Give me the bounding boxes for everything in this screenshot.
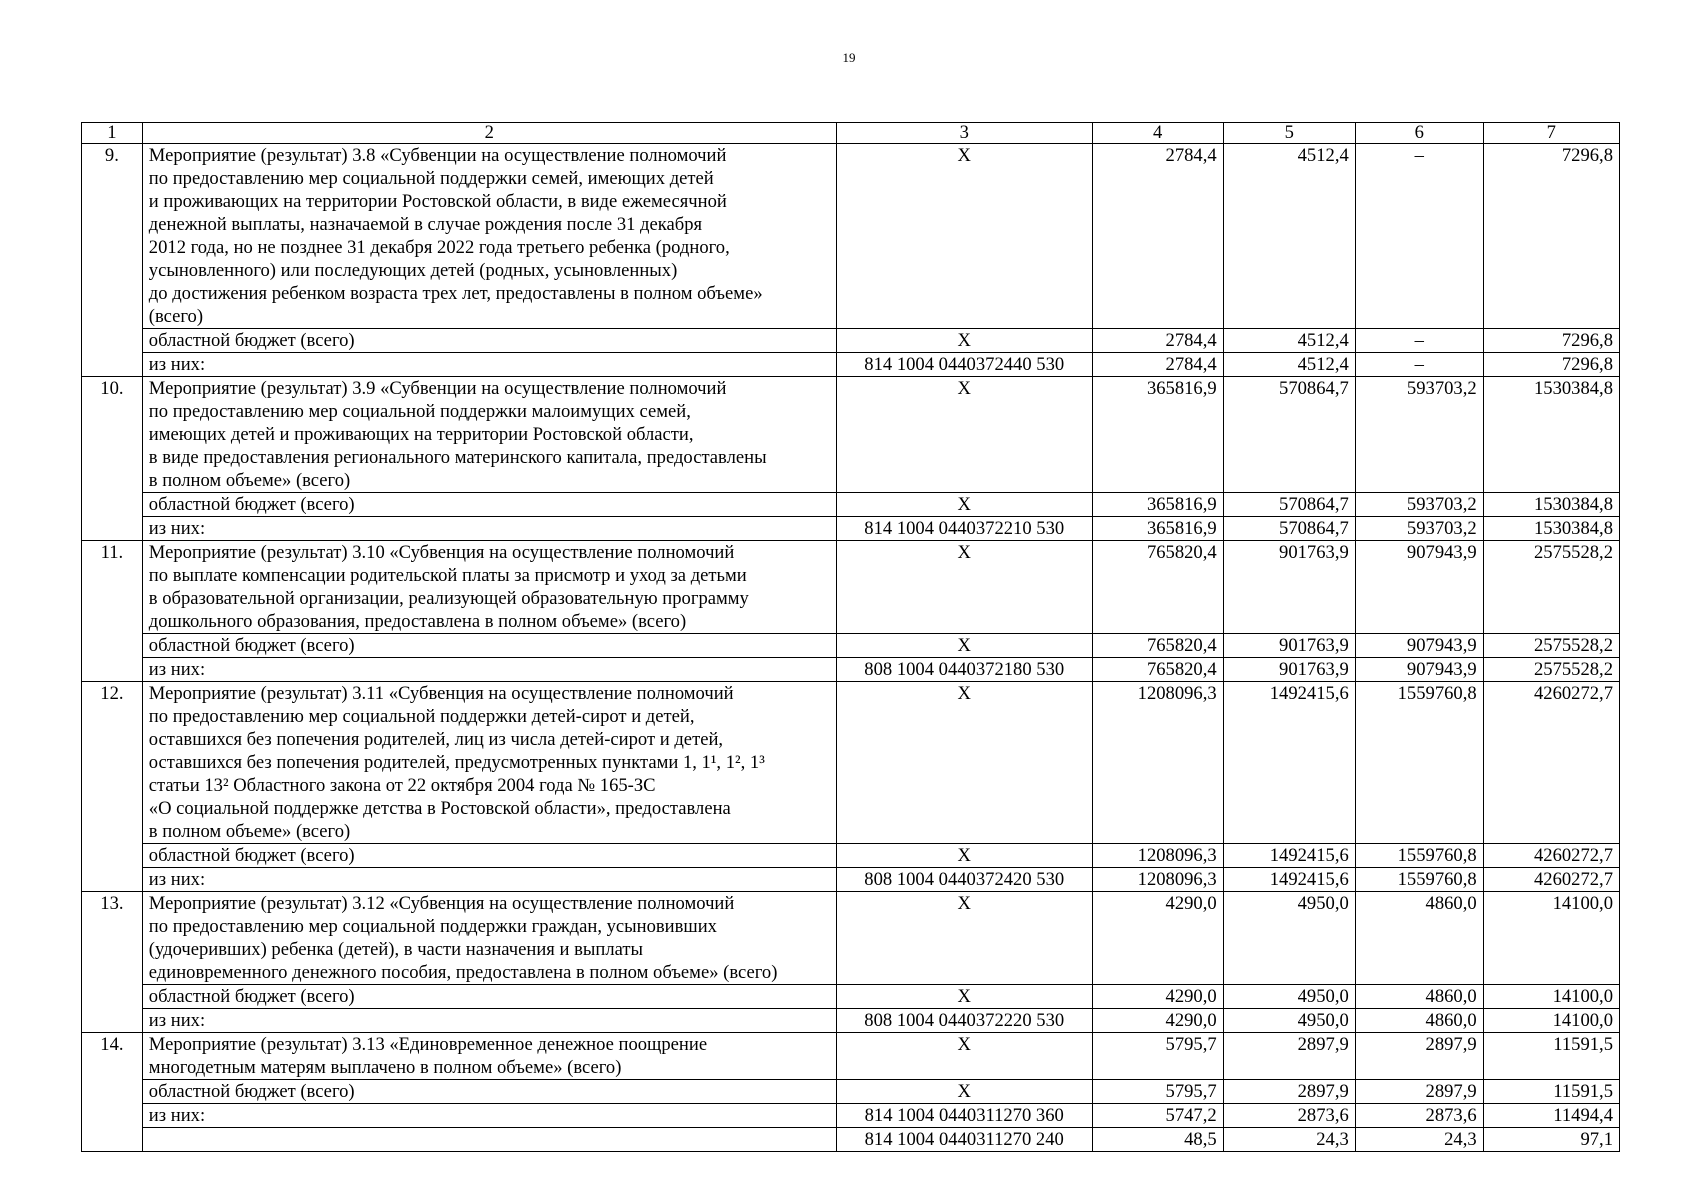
budget-code: 814 1004 0440372210 530 <box>836 517 1092 541</box>
amount-v4: 48,5 <box>1092 1128 1223 1152</box>
amount-v4: 365816,9 <box>1092 493 1223 517</box>
of-them-row <box>82 1009 1620 1033</box>
of-them-label: из них: <box>142 658 836 682</box>
budget-code: 814 1004 0440311270 360 <box>836 1104 1092 1128</box>
of-them-row <box>82 868 1620 892</box>
amount-v6: 593703,2 <box>1355 493 1483 517</box>
amount-v4: 1208096,3 <box>1092 868 1223 892</box>
description-line: (удочеривших) ребенка (детей), в части назначения и выплаты <box>148 939 643 960</box>
amount-v7: 1530384,8 <box>1483 517 1619 541</box>
amount-v6: 1559760,8 <box>1355 868 1483 892</box>
amount-v4: 2784,4 <box>1092 353 1223 377</box>
amount-v7: 2575528,2 <box>1483 658 1619 682</box>
activity-description <box>142 892 836 985</box>
header-row <box>82 123 1620 144</box>
row-number: 14. <box>82 1033 143 1152</box>
amount-v5: 4512,4 <box>1223 353 1355 377</box>
header-cell: 5 <box>1223 123 1355 144</box>
description-line: в образовательной организации, реализующей образовательную программу <box>148 588 749 609</box>
amount-v6: – <box>1355 144 1483 329</box>
amount-v5: 570864,7 <box>1223 493 1355 517</box>
amount-v4: 765820,4 <box>1092 658 1223 682</box>
budget-code: X <box>836 144 1092 329</box>
regional-budget-label: областной бюджет (всего) <box>142 493 836 517</box>
description-line: «О социальной поддержке детства в Ростовской области», предоставлена <box>148 798 731 819</box>
amount-v5: 2897,9 <box>1223 1080 1355 1104</box>
amount-v5: 901763,9 <box>1223 541 1355 634</box>
amount-v4: 1208096,3 <box>1092 844 1223 868</box>
amount-v6: – <box>1355 353 1483 377</box>
amount-v5: 901763,9 <box>1223 634 1355 658</box>
budget-code: X <box>836 329 1092 353</box>
description-line: по предоставлению мер социальной поддержки семей, имеющих детей <box>148 168 714 189</box>
amount-v6: – <box>1355 329 1483 353</box>
description-line: по предоставлению мер социальной поддержки граждан, усыновивших <box>148 916 717 937</box>
description-line: в виде предоставления регионального материнского капитала, предоставлены <box>148 447 767 468</box>
regional-budget-row <box>82 985 1620 1009</box>
activity-description <box>142 377 836 493</box>
regional-budget-label: областной бюджет (всего) <box>142 844 836 868</box>
amount-v5: 1492415,6 <box>1223 844 1355 868</box>
of-them-row <box>82 658 1620 682</box>
amount-v5: 4950,0 <box>1223 892 1355 985</box>
activity-description <box>142 144 836 329</box>
description-line: усыновленного) или последующих детей (родных, усыновленных) <box>148 260 678 281</box>
of-them-label: из них: <box>142 1009 836 1033</box>
budget-code: 808 1004 0440372420 530 <box>836 868 1092 892</box>
amount-v7: 4260272,7 <box>1483 682 1619 844</box>
header-cell: 6 <box>1355 123 1483 144</box>
budget-code: X <box>836 985 1092 1009</box>
budget-table <box>81 122 1620 1152</box>
activity-row <box>82 144 1620 329</box>
regional-budget-label: областной бюджет (всего) <box>142 329 836 353</box>
amount-v5: 4512,4 <box>1223 144 1355 329</box>
budget-code: 808 1004 0440372220 530 <box>836 1009 1092 1033</box>
description-line: и проживающих на территории Ростовской области, в виде ежемесячной <box>148 191 727 212</box>
row-number: 11. <box>82 541 143 682</box>
budget-code: X <box>836 634 1092 658</box>
amount-v7: 7296,8 <box>1483 353 1619 377</box>
amount-v4: 365816,9 <box>1092 377 1223 493</box>
regional-budget-row <box>82 844 1620 868</box>
of-them-row <box>82 1104 1620 1128</box>
header-cell: 1 <box>82 123 143 144</box>
amount-v7: 2575528,2 <box>1483 541 1619 634</box>
extra-code-row <box>82 1128 1620 1152</box>
amount-v6: 4860,0 <box>1355 1009 1483 1033</box>
description-line: статьи 13² Областного закона от 22 октября 2004 года № 165-ЗС <box>148 775 656 796</box>
description-line: по выплате компенсации родительской платы за присмотр и уход за детьми <box>148 565 747 586</box>
amount-v7: 7296,8 <box>1483 329 1619 353</box>
amount-v6: 593703,2 <box>1355 377 1483 493</box>
activity-description <box>142 682 836 844</box>
header-cell: 3 <box>836 123 1092 144</box>
activity-row <box>82 1033 1620 1080</box>
description-line: единовременного денежного пособия, предоставлена в полном объеме» (всего) <box>148 962 778 983</box>
amount-v6: 2897,9 <box>1355 1080 1483 1104</box>
description-line: многодетным матерям выплачено в полном объеме» (всего) <box>148 1057 622 1078</box>
budget-code: X <box>836 493 1092 517</box>
description-line: оставшихся без попечения родителей, предусмотренных пунктами 1, 1¹, 1², 1³ <box>148 752 765 773</box>
budget-code: X <box>836 844 1092 868</box>
regional-budget-label: областной бюджет (всего) <box>142 634 836 658</box>
amount-v7: 14100,0 <box>1483 892 1619 985</box>
amount-v7: 4260272,7 <box>1483 868 1619 892</box>
amount-v5: 4950,0 <box>1223 985 1355 1009</box>
description-line: Мероприятие (результат) 3.11 «Субвенция на осуществление полномочий <box>148 683 734 704</box>
of-them-label: из них: <box>142 868 836 892</box>
amount-v5: 4512,4 <box>1223 329 1355 353</box>
amount-v4: 4290,0 <box>1092 892 1223 985</box>
budget-code: X <box>836 541 1092 634</box>
row-number: 9. <box>82 144 143 377</box>
regional-budget-row <box>82 634 1620 658</box>
table-body <box>82 123 1620 1152</box>
amount-v4: 2784,4 <box>1092 144 1223 329</box>
amount-v6: 24,3 <box>1355 1128 1483 1152</box>
row-number: 10. <box>82 377 143 541</box>
amount-v5: 1492415,6 <box>1223 868 1355 892</box>
amount-v6: 4860,0 <box>1355 985 1483 1009</box>
activity-row <box>82 377 1620 493</box>
of-them-label: из них: <box>142 517 836 541</box>
amount-v5: 4950,0 <box>1223 1009 1355 1033</box>
page-number: 19 <box>842 50 856 65</box>
amount-v7: 11494,4 <box>1483 1104 1619 1128</box>
amount-v5: 901763,9 <box>1223 658 1355 682</box>
description-line: в полном объеме» (всего) <box>148 821 351 842</box>
row-number: 13. <box>82 892 143 1033</box>
amount-v6: 1559760,8 <box>1355 844 1483 868</box>
budget-code: X <box>836 377 1092 493</box>
description-line: Мероприятие (результат) 3.12 «Субвенция на осуществление полномочий <box>148 893 735 914</box>
description-line: (всего) <box>148 306 204 327</box>
description-line: по предоставлению мер социальной поддержки малоимущих семей, <box>148 401 691 422</box>
amount-v7: 4260272,7 <box>1483 844 1619 868</box>
activity-row <box>82 892 1620 985</box>
of-them-label: из них: <box>142 353 836 377</box>
amount-v7: 7296,8 <box>1483 144 1619 329</box>
description-line: имеющих детей и проживающих на территории Ростовской области, <box>148 424 694 445</box>
row-number: 12. <box>82 682 143 892</box>
activity-row <box>82 682 1620 844</box>
activity-row <box>82 541 1620 634</box>
amount-v7: 11591,5 <box>1483 1033 1619 1080</box>
description-line: Мероприятие (результат) 3.9 «Субвенции на осуществление полномочий <box>148 378 727 399</box>
amount-v5: 2897,9 <box>1223 1033 1355 1080</box>
budget-code: X <box>836 682 1092 844</box>
amount-v5: 570864,7 <box>1223 377 1355 493</box>
regional-budget-row <box>82 1080 1620 1104</box>
regional-budget-row <box>82 329 1620 353</box>
amount-v6: 907943,9 <box>1355 634 1483 658</box>
description-line: дошкольного образования, предоставлена в полном объеме» (всего) <box>148 611 687 632</box>
amount-v4: 4290,0 <box>1092 1009 1223 1033</box>
of-them-row <box>82 353 1620 377</box>
description-line: в полном объеме» (всего) <box>148 470 351 491</box>
amount-v7: 11591,5 <box>1483 1080 1619 1104</box>
regional-budget-label: областной бюджет (всего) <box>142 1080 836 1104</box>
amount-v4: 765820,4 <box>1092 634 1223 658</box>
amount-v4: 4290,0 <box>1092 985 1223 1009</box>
activity-description <box>142 1033 836 1080</box>
amount-v6: 907943,9 <box>1355 541 1483 634</box>
of-them-row <box>82 517 1620 541</box>
amount-v4: 1208096,3 <box>1092 682 1223 844</box>
amount-v7: 1530384,8 <box>1483 377 1619 493</box>
amount-v7: 14100,0 <box>1483 985 1619 1009</box>
description-line: денежной выплаты, назначаемой в случае рождения после 31 декабря <box>148 214 703 235</box>
budget-code: 814 1004 0440372440 530 <box>836 353 1092 377</box>
amount-v4: 2784,4 <box>1092 329 1223 353</box>
amount-v4: 5795,7 <box>1092 1080 1223 1104</box>
amount-v4: 5747,2 <box>1092 1104 1223 1128</box>
description-line: Мероприятие (результат) 3.13 «Единовременное денежное поощрение <box>148 1034 708 1055</box>
amount-v6: 2897,9 <box>1355 1033 1483 1080</box>
amount-v5: 1492415,6 <box>1223 682 1355 844</box>
amount-v6: 907943,9 <box>1355 658 1483 682</box>
header-cell: 4 <box>1092 123 1223 144</box>
amount-v5: 2873,6 <box>1223 1104 1355 1128</box>
header-cell: 2 <box>142 123 836 144</box>
amount-v4: 765820,4 <box>1092 541 1223 634</box>
description-line: по предоставлению мер социальной поддержки детей-сирот и детей, <box>148 706 695 727</box>
budget-code: X <box>836 1033 1092 1080</box>
budget-code: 808 1004 0440372180 530 <box>836 658 1092 682</box>
description-line: оставшихся без попечения родителей, лиц из числа детей-сирот и детей, <box>148 729 724 750</box>
of-them-label: из них: <box>142 1104 836 1128</box>
amount-v6: 593703,2 <box>1355 517 1483 541</box>
amount-v7: 2575528,2 <box>1483 634 1619 658</box>
description-line: Мероприятие (результат) 3.10 «Субвенция на осуществление полномочий <box>148 542 735 563</box>
regional-budget-label: областной бюджет (всего) <box>142 985 836 1009</box>
amount-v6: 2873,6 <box>1355 1104 1483 1128</box>
activity-description <box>142 541 836 634</box>
empty-cell <box>142 1128 836 1152</box>
amount-v5: 24,3 <box>1223 1128 1355 1152</box>
amount-v6: 1559760,8 <box>1355 682 1483 844</box>
amount-v7: 97,1 <box>1483 1128 1619 1152</box>
description-line: до достижения ребенком возраста трех лет, предоставлены в полном объеме» <box>148 283 763 304</box>
header-cell: 7 <box>1483 123 1619 144</box>
budget-code: 814 1004 0440311270 240 <box>836 1128 1092 1152</box>
regional-budget-row <box>82 493 1620 517</box>
budget-code: X <box>836 892 1092 985</box>
amount-v4: 365816,9 <box>1092 517 1223 541</box>
amount-v7: 1530384,8 <box>1483 493 1619 517</box>
amount-v4: 5795,7 <box>1092 1033 1223 1080</box>
description-line: Мероприятие (результат) 3.8 «Субвенции на осуществление полномочий <box>148 145 727 166</box>
amount-v5: 570864,7 <box>1223 517 1355 541</box>
budget-code: X <box>836 1080 1092 1104</box>
amount-v6: 4860,0 <box>1355 892 1483 985</box>
amount-v7: 14100,0 <box>1483 1009 1619 1033</box>
description-line: 2012 года, но не позднее 31 декабря 2022 года третьего ребенка (родного, <box>148 237 730 258</box>
